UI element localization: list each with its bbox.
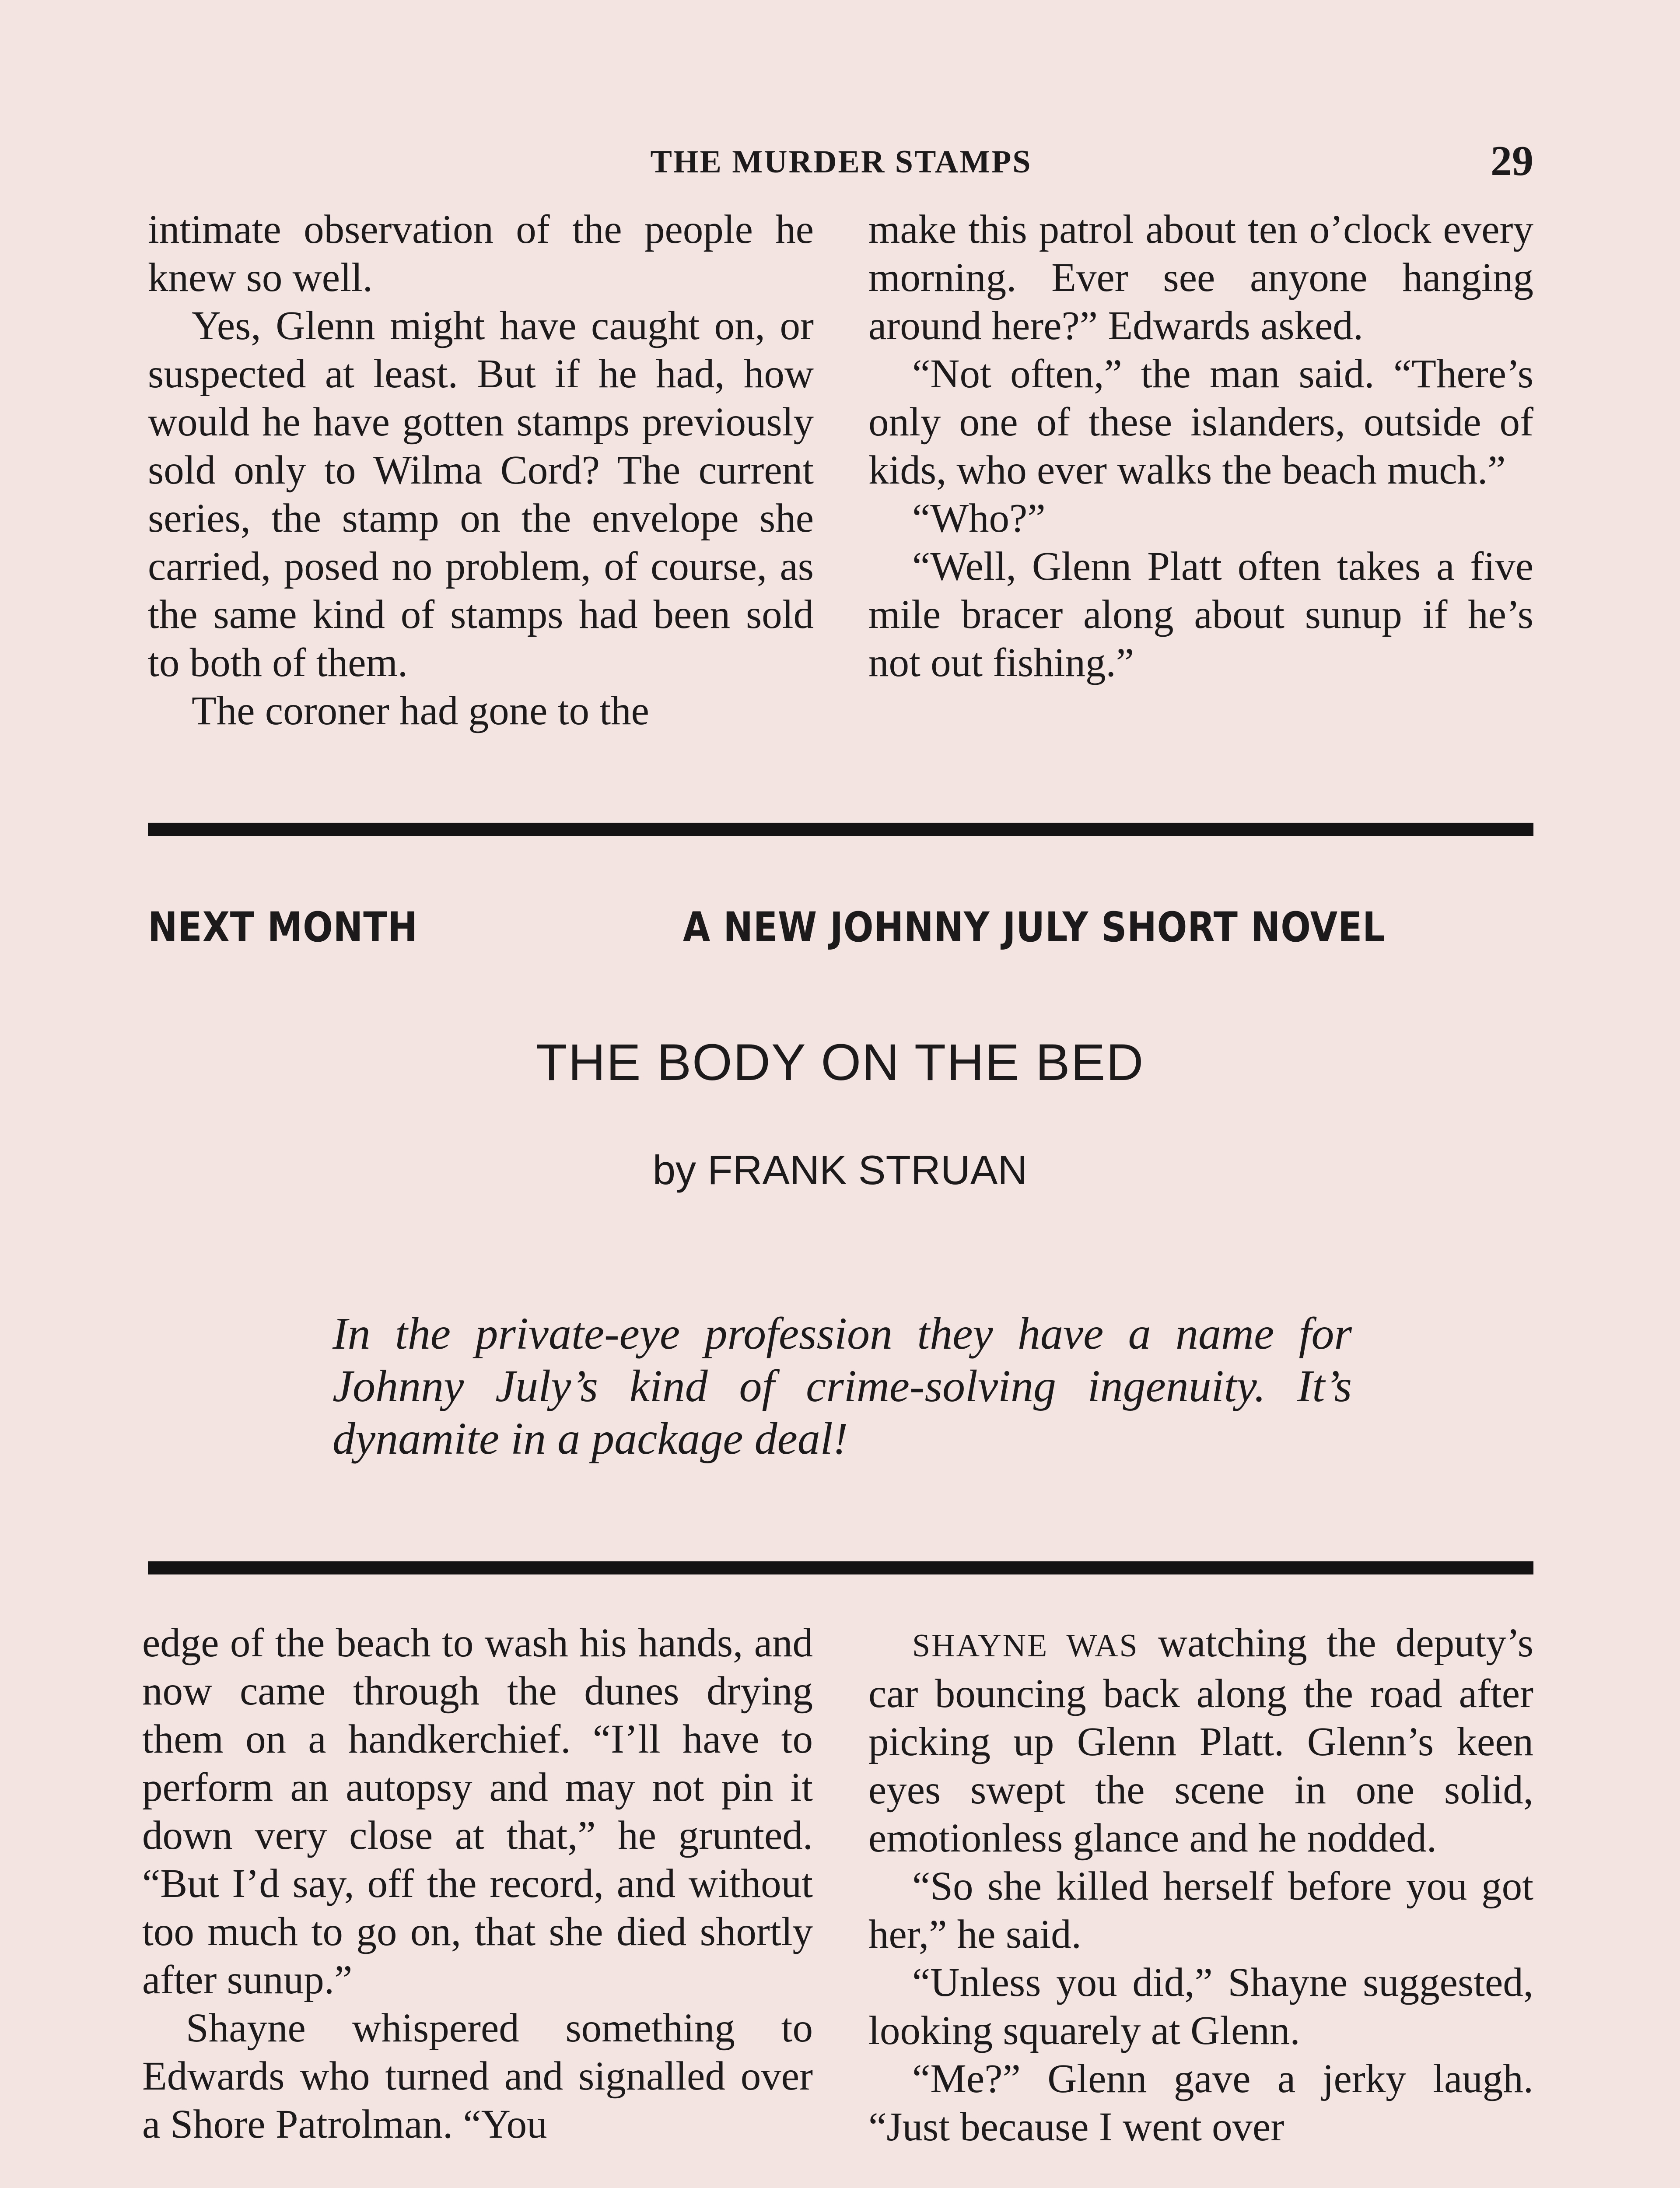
paragraph: “So she killed herself before you got her,” he said. <box>868 1864 1533 1957</box>
paragraph-text: watching the deputy’s car bouncing back along the road after picking up Glenn Platt. Glenn’s keen eyes swept the scene in one solid, emotionless glance and he nodded. <box>868 1620 1533 1861</box>
paragraph: “Me?” Glenn gave a jerky laugh. “Just because I went over <box>868 2056 1533 2149</box>
paragraph: edge of the beach to wash his hands, and now came through the dunes drying them on a handkerchief. “I’ll have to perform an autopsy and may not pin it down very close at that,” he grunted. “But I’d say, off the record, and without too much to go on, that she died shortly after sunup.” <box>142 1620 813 2002</box>
story-byline: by FRANK STRUAN <box>652 1147 1028 1193</box>
paragraph: make this patrol about ten o’clock every morning. Ever see anyone hanging around here?” Edwards asked. <box>868 207 1533 348</box>
divider-rule <box>148 1561 1533 1574</box>
story-title: THE BODY ON THE BED <box>536 1034 1144 1091</box>
story-blurb: In the private-eye profession they have a name for Johnny July’s kind of crime-solving ingenuity. It’s dynamite in a package deal! <box>332 1308 1352 1464</box>
paragraph: The coroner had gone to the <box>192 688 649 733</box>
paragraph <box>868 1619 1533 1862</box>
lead-in-smallcaps: SHAYNE WAS <box>912 1628 1139 1664</box>
paragraph: Shayne whispered something to Edwards who turned and signalled over a Shore Patrolman. “You <box>142 2006 813 2147</box>
paragraph: “Who?” <box>912 496 1046 541</box>
paragraph: “Well, Glenn Platt often takes a five mile bracer along about sunup if he’s not out fishing.” <box>868 544 1533 685</box>
paragraph: intimate observation of the people he knew so well. <box>148 207 814 300</box>
bottom-right-column <box>868 1619 1533 2151</box>
novel-label: A NEW JOHNNY JULY SHORT NOVEL <box>682 904 1386 951</box>
next-month-label: NEXT MONTH <box>148 904 418 951</box>
divider-rule <box>148 823 1533 836</box>
running-head <box>149 139 1533 192</box>
paragraph: “Not often,” the man said. “There’s only one of these islanders, outside of kids, who ever walks the beach much.” <box>868 351 1533 493</box>
running-title: THE MURDER STAMPS <box>650 144 1032 180</box>
top-left-column <box>148 206 814 735</box>
bottom-left-column <box>142 1619 813 2149</box>
page-number: 29 <box>1491 137 1533 185</box>
paragraph: Yes, Glenn might have caught on, or suspected at least. But if he had, how would he have gotten stamps previously sold only to Wilma Cord? The current series, the stamp on the envelope she carried, posed no problem, of course, as the same kind of stamps had been sold to both of them. <box>148 303 814 685</box>
top-right-column <box>868 206 1533 687</box>
paragraph: “Unless you did,” Shayne suggested, looking squarely at Glenn. <box>868 1960 1533 2053</box>
